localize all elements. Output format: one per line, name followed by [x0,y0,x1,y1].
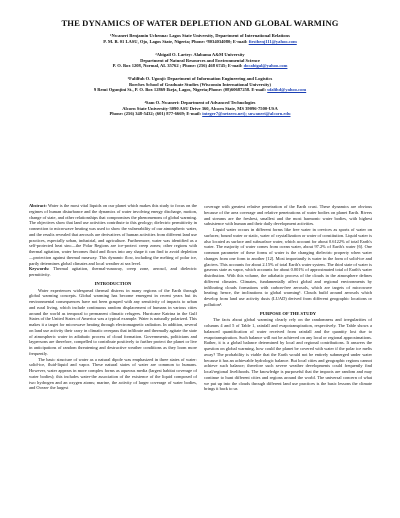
section-heading-introduction: INTRODUCTION [94,280,132,286]
intro-paragraph-2: The basic structure of water as a natural dipole was emphasized in three states of water: solid-ice, fluid-liquid and vapor. These natural states of water are common to humans. However, water appears in more complex forms as aqueous media (largest habitat coverage of water bodies); this includes water-the association of the existence of the liquid composed of two hydrogen and an oxygen atoms; marine, the activity of larger coverage of water bodies, and Ocean- the largest [29,356,197,391]
body-paragraph-1: coverage with greatest relative penetration of the Earth crust. These dynamics are obvious because of the area coverage and relative penetrations of water bodies on planet Earth. Rivers and streams are the freshest, smallest and the most harmonic water bodies, with highest subsistence with human and their daily development activities. [204,204,372,227]
author-4-email[interactable]: integer7@netzero.net); snwaneri@alcorn.edu [202,111,291,117]
abstract [29,203,197,266]
author-3-contact: 9 Remi Ogunjini St., P. O. Box 12869 Ikeja, Lagos, Nigeria;Phone: (08)60687258. E-mail: ufalihd@yahoo.com [93,87,307,93]
author-3-school: Borches School of Graduate Studies (Wisconsin International University) [129,81,271,87]
author-4-univ: Alcorn State University-3090 ASU Drive 360, Alcorn State, MS 39096-7500-USA [122,105,278,111]
left-column [29,203,197,391]
author-block-4 [20,100,380,117]
body-paragraph-2: Liquid water occurs in different forms like free water in crevices as sports of water on surfaces; bound water or static, water of crystallization or water of constitution. Liquid water is also located as surface and subsurface water, which account for about 0.6122% of total Earth's water. The majority of water comes from ocean water, about 97.2% of Earth's water [6]. One common parameter of these forms of water is the changing dielectric property when water changes from one form to another [12]. Most importantly is water in the form of solid-ice and glaciers. This accounts for about 2.15% of total Earth's water system. The third state of water is gaseous state as vapor, which accounts for about 0.001% of approximated total of Earth's water distribution. With this volume, the adiabatic process of the clouds in the atmosphere defines different climates. Climates, fundamentally affect global and regional environments by infiltrating clouds formations with carbon-free aerosols, which are targets of microwave heating; hence, the inclinations to global warming¹. Clouds build around aerosols which develop from land use activity dusts (LUAD) derived from different geographic locations or pollution². [204,227,372,307]
author-4-name: ⁴Sam O. Nwaneri: Department of Advanced Technologies [144,100,256,105]
paper-title: THE DYNAMICS OF WATER DEPLETION AND GLOBAL WARMING [61,18,339,28]
author-block-1 [20,33,380,44]
author-2-contact: P. O. Box 1208, Normal, AL 35762 ; Phone: (256) 468 6745; E-mail: docabigal@yahoo.com [112,63,288,69]
author-1-name: ¹Nwaneri Benjamin Uchenna: Lagos State University, Department of International Relations [110,33,290,38]
right-column [204,204,372,392]
author-1-contact: P. M. B. 01 LASU, Ojo, Lagos State, Nigeria; Phone: ²8034034080; E-mail: firstbenj111@yahoo.com [103,38,297,44]
author-block-3 [20,76,380,93]
author-2-dept: Department of Natural Resources and Environmental Science [140,57,260,63]
author-2-name: ²Abigail O. Lartey: Alabama A&M University [155,52,245,57]
author-1-email[interactable]: firstbenj111@yahoo.com [248,38,297,44]
author-4-contact: Phone: (256) 348-5432; (601) 877-6669; E-mail: integer7@netzero.net); snwaneri@alcorn.edu [109,111,291,117]
author-3-name: ³Falilfuh O. Ugonji: Department of Information Engineering and Logistics [127,76,273,81]
keywords [29,266,197,278]
author-block-2 [20,52,380,69]
purpose-paragraph: The facts about global warming clearly rely on the randomness and irregularities of columns 4 and 5 of Table 1, rainfall and evapotranspiration, respectively. The Table shows a balanced quantification of water received from rainfall and the quantity lost due to evapotranspiration. Such balance will not be achieved on any local or regional approximations. Rather, it is a global balance determined by local and regional contributions. It answers the question on global warming, how could the planet be covered with water if the polar ice melts away? The probability is viable that the Earth would not be entirely submerged under water because it has an achievable hydrologic balance. But local cities and geographic regions cannot achieve such balance; therefore such severe weather developments could frequently find local/regional livelihoods. The knowledge is purposeful that the impacts are random and may continue to hunt different cities and regions around the world. The universal concern of what we put up into the clouds through different land use practices is the basic lessons the climate brings it back to us [204,317,372,392]
keywords-text: Thermal agitation, thermal-runaway, creep zone, aerosol, and dielectric permittivity. [29,266,197,277]
keywords-label: Keywords: [29,266,50,272]
author-3-email[interactable]: ufalihd@yahoo.com [267,87,307,93]
intro-paragraph-1: Water experiences widespread thermal distress in many regions of the Earth through global warming concepts. Global warming has become emergent in recent years but its environmental consequences have not been grasped with any sensitivity of impacts to urban and rural living, which include continuous random displacement of humans in various cities around the world as temporal to permanent climatic refugees. Hurricane Katrina in the Gulf States of the United States of America was a typical example. Water is naturally polarized. This makes it a target for microwave heating through electromagnetic radiation. In addition, several on land use activity their carry in climatic overpass that infiltrate and thermally agitate the state of atmospheric water in adiabatic process of cloud formation. Governments, politicians and laypersons are therefore, compelled to contribute positively to further protect the planet or live in anticipations of random threatening and destructive weather conditions as they loom more frequently. [29,287,197,356]
section-heading-purpose: PURPOSE OF THE STUDY [259,310,317,316]
abstract-text: Water is the most vital liquids on our planet which makes this study to focus on the regimes of human disturbance and the dynamics of water involving energy discharge, motion, change of state, and other relationships that compromises the phenomenons of global warming. The objectives show that land use activities contribute to this geology; dielectric permittivity in connection to microwave heating was used to show the vulnerability of our atmospheric water, and the results revealed that aerosols are derivatives of human activities from different land use practices, especially urban, industrial, and agriculture. Furthermore, water was identified as a self-protected heat sinc—the Polar Regions are ice-protect creep zones; other regions with thermal agitation, water becomes fluid and flows into any shape it can find to avoid depletion—protection against thermal runaway. This dynamic flow, including the melting of polar ice, partly determines global climates and local weather at sea level. [29,203,197,266]
abstract-label: Abstract: [29,203,47,208]
author-2-email[interactable]: docabigal@yahoo.com [243,63,288,69]
